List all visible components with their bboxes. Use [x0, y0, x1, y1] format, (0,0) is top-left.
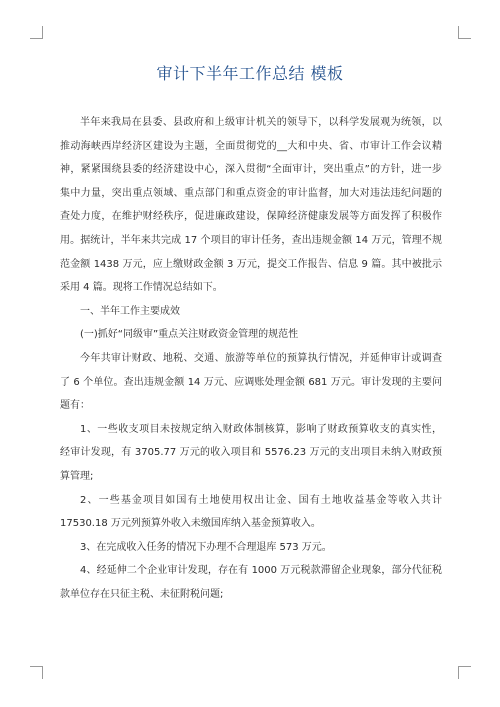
section-heading: 一、半年工作主要成效 — [80, 305, 180, 317]
document-title: 审计下半年工作总结 模板 — [156, 64, 344, 83]
body-line: 集中力量，突出重点领域、重点部门和重点资金的审计监督，加大对违法违纪问题的 — [60, 187, 442, 199]
body-line: 推动海峡西岸经济区建设为主题，全面贯彻党的__大和中央、省、市审计工作会议精 — [60, 140, 442, 152]
list-item-line: 2、一些基金项目如国有土地使用权出让金、国有土地收益基金等收入共计 — [80, 494, 442, 506]
subsection-heading: (一)抓好“同级审”重点关注财政资金管理的规范性 — [80, 329, 299, 341]
list-item-line: 算管理; — [60, 470, 94, 482]
body-line: 题有： — [60, 400, 90, 412]
list-item-line: 4、经延伸二个企业审计发现，存在有 1000 万元税款滞留企业现象，部分代征税 — [80, 565, 442, 577]
list-item-line: 款单位存在只征主税、未征附税问题; — [60, 588, 224, 600]
body-line: 半年来我局在县委、县政府和上级审计机关的领导下，以科学发展观为统领，以 — [80, 117, 442, 128]
body-line: 用。据统计，半年来共完成 17 个项目的审计任务，查出违规金额 14 万元，管理不规 — [60, 234, 442, 246]
crop-mark-bottom-right — [458, 666, 471, 679]
body-line: 神，紧紧围绕县委的经济建设中心，深入贯彻“全面审计，突出重点”的方针，进一步 — [60, 164, 442, 176]
document-body — [60, 111, 442, 606]
body-line: 查处力度，在维护财经秩序，促进廉政建设，保障经济健康发展等方面发挥了积极作 — [60, 211, 442, 223]
body-line: 范金额 1438 万元，应上缴财政金额 3 万元，提交工作报告、信息 9 篇。其中被批示 — [60, 258, 442, 270]
list-item-line: 1、一些收支项目未按规定纳入财政体制核算，影响了财政预算收支的真实性， — [80, 423, 442, 435]
list-item-line: 3、在完成收入任务的情况下办理不合理退库 573 万元。 — [80, 541, 332, 553]
crop-mark-top-left — [30, 26, 43, 39]
crop-mark-bottom-left — [30, 666, 43, 679]
body-line: 今年共审计财政、地税、交通、旅游等单位的预算执行情况，并延伸审计或调查 — [80, 352, 442, 364]
list-item-line: 17530.18 万元列预算外收入未缴国库纳入基金预算收入。 — [60, 518, 321, 530]
body-line: 采用 4 篇。现将工作情况总结如下。 — [60, 282, 223, 294]
body-line: 了 6 个单位。查出违规金额 14 万元、应调账处理金额 681 万元。审计发现的主要问 — [60, 376, 442, 388]
crop-mark-top-right — [458, 26, 471, 39]
list-item-line: 经审计发现，有 3705.77 万元的收入项目和 5576.23 万元的支出项目未纳入财政预 — [60, 447, 442, 459]
